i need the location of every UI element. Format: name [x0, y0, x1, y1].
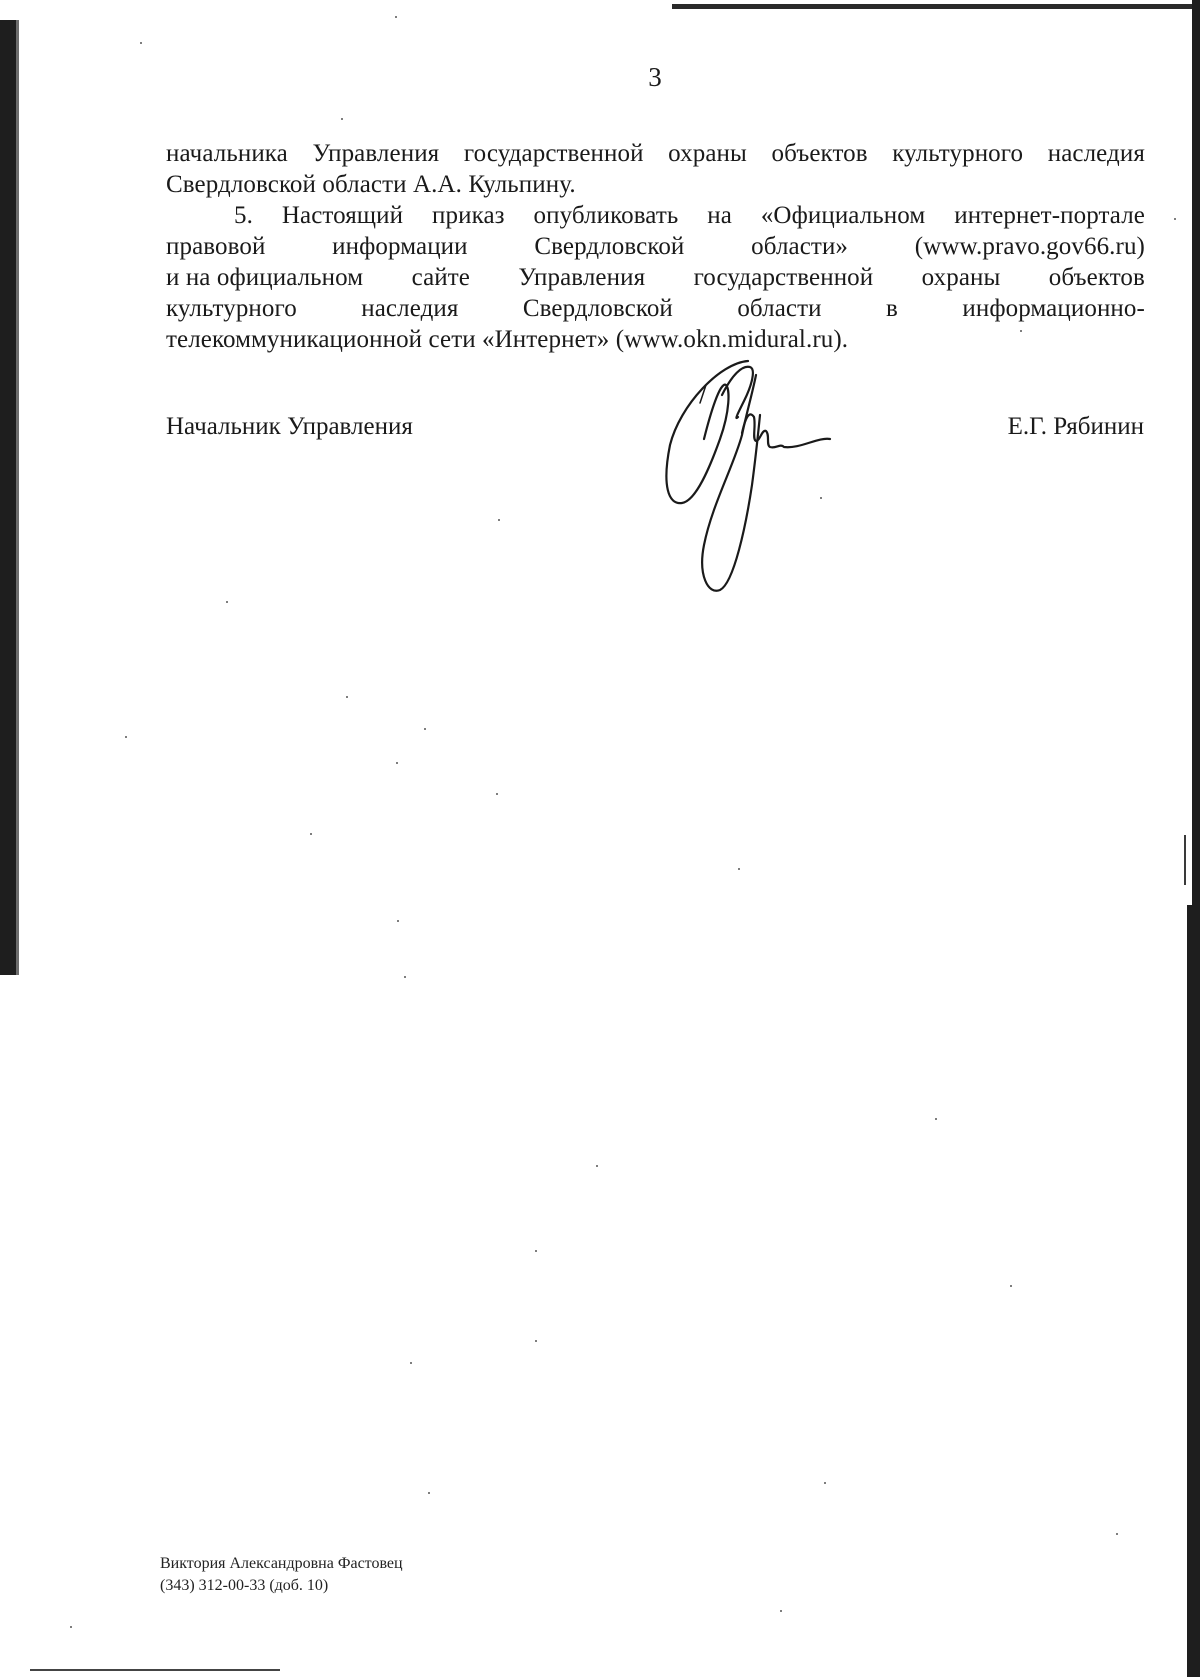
text-line	[166, 200, 1145, 231]
scan-edge-left-thin	[16, 20, 19, 975]
scan-edge-right	[1192, 0, 1200, 1677]
word: области»	[751, 233, 849, 260]
scan-dust	[140, 42, 142, 44]
word: государственной	[693, 264, 874, 291]
word: Управления	[518, 264, 646, 291]
scan-dust	[498, 519, 500, 521]
word: на	[707, 202, 732, 229]
text-line	[166, 262, 1145, 293]
word: объектов	[771, 140, 868, 167]
scan-dust	[424, 728, 426, 730]
footer-contact	[160, 1553, 403, 1597]
scan-dust	[535, 1250, 537, 1252]
handwritten-signature	[660, 355, 880, 605]
signer-title: Начальник Управления	[166, 413, 413, 440]
scan-dust	[397, 920, 399, 922]
word: Свердловской	[522, 295, 673, 322]
scan-dust	[824, 1482, 826, 1484]
scan-edge-right-inner	[1187, 905, 1192, 1677]
word: Управления	[312, 140, 440, 167]
page-number: 3	[648, 62, 662, 92]
scan-dust	[935, 1118, 937, 1120]
word: наследия	[361, 295, 459, 322]
scan-dust	[125, 736, 127, 738]
word: культурного	[892, 140, 1024, 167]
item-number: 5.	[234, 202, 253, 229]
word: приказ	[432, 202, 505, 229]
scan-dust	[395, 16, 397, 18]
word: Свердловской	[534, 233, 685, 260]
text-line	[166, 138, 1145, 169]
word: Настоящий	[281, 202, 404, 229]
scan-dust	[396, 762, 398, 764]
document-body	[166, 138, 1145, 355]
word: государственной	[463, 140, 644, 167]
contact-phone: (343) 312-00-33 (доб. 10)	[160, 1577, 329, 1594]
contact-name: Виктория Александровна Фастовец	[160, 1555, 403, 1572]
scan-dust	[226, 601, 228, 603]
text-line: Свердловской области А.А. Кульпину.	[166, 171, 576, 198]
scan-dust	[310, 833, 312, 835]
scan-dust	[346, 696, 348, 698]
word: и на официальном	[166, 264, 364, 291]
scan-bottom-line	[30, 1669, 280, 1671]
word: в	[886, 295, 898, 322]
word: интернет-портале	[954, 202, 1145, 229]
word: культурного	[166, 295, 297, 322]
scan-dust	[535, 1340, 537, 1342]
scan-dust	[1010, 1285, 1012, 1287]
scan-dust	[1116, 1533, 1118, 1535]
scan-dust	[341, 118, 343, 120]
scan-dust	[1174, 218, 1176, 220]
word: информационно-	[962, 295, 1145, 322]
text-line	[166, 293, 1145, 324]
word: наследия	[1047, 140, 1145, 167]
word: информации	[332, 233, 468, 260]
scan-dust	[780, 1610, 782, 1612]
scan-dust	[404, 976, 406, 978]
word: объектов	[1048, 264, 1145, 291]
scan-dust	[496, 793, 498, 795]
url-pravo: (www.pravo.gov66.ru)	[914, 233, 1145, 260]
scan-top-line	[672, 4, 1192, 9]
scan-dust	[70, 1626, 72, 1628]
word: опубликовать	[533, 202, 679, 229]
word: охраны	[668, 140, 747, 167]
text-line: телекоммуникационной сети «Интернет» (www.okn.midural.ru).	[166, 326, 849, 353]
word: области	[737, 295, 822, 322]
scan-dust	[428, 1492, 430, 1494]
scan-dust	[596, 1165, 598, 1167]
scan-dust	[410, 1362, 412, 1364]
word: правовой	[166, 233, 266, 260]
scan-dust	[738, 868, 740, 870]
scan-edge-left	[0, 20, 16, 975]
word: сайте	[411, 264, 471, 291]
signer-name: Е.Г. Рябинин	[1007, 413, 1144, 440]
text-line	[166, 231, 1145, 262]
scan-right-tick	[1184, 835, 1186, 885]
word: охраны	[921, 264, 1001, 291]
word: «Официальном	[760, 202, 926, 229]
word: начальника	[166, 140, 288, 167]
